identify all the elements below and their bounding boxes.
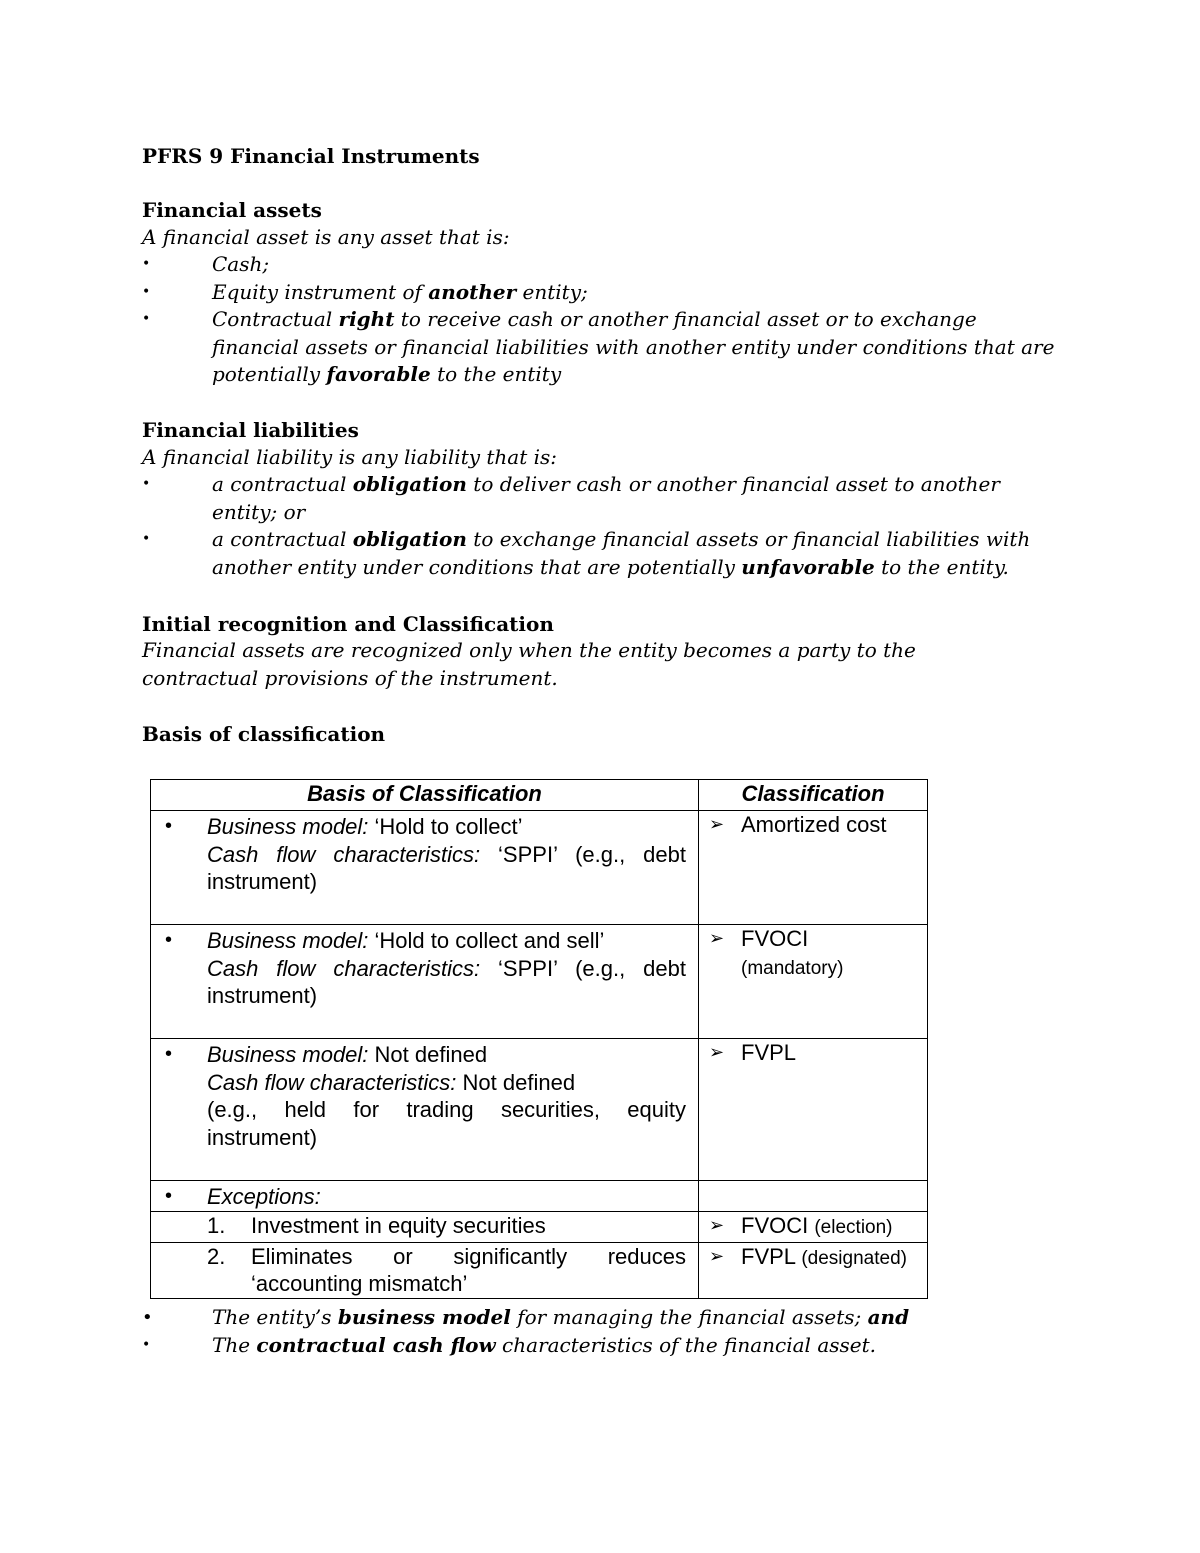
bullet-icon: • — [142, 1336, 151, 1353]
classification-cell: ➢ FVOCI (mandatory) — [699, 925, 928, 1039]
basis-cell: • Business model: Not defined Cash flow characteristics: Not defined (e.g., held for trading securities, equity instrument) — [151, 1039, 699, 1181]
arrow-bullet-icon: ➢ — [709, 928, 725, 948]
basis-cell: • Business model: ‘Hold to collect and sell’ Cash flow characteristics: ‘SPPI’ (e.g., debt instrument) — [151, 925, 699, 1039]
financial-liabilities-list — [142, 471, 1042, 581]
list-item: • Contractual right to receive cash or another financial asset or to exchange financial assets or financial liabilities with another entity under conditions that are potentially favorable to the entity — [142, 307, 1055, 386]
list-item: • Cash; — [142, 251, 1062, 279]
empty-cell — [699, 1181, 928, 1212]
arrow-bullet-icon: ➢ — [709, 1215, 725, 1235]
financial-liabilities-intro: A financial liability is any liability that is: — [142, 445, 558, 469]
table-header: Basis of Classification — [151, 780, 699, 811]
initial-recognition-heading: Initial recognition and Classification — [142, 612, 554, 636]
list-item: • Equity instrument of another entity; — [142, 279, 1062, 307]
classification-cell: ➢ FVPL — [699, 1039, 928, 1181]
exception-cell: 1. Investment in equity securities — [151, 1212, 699, 1243]
bullet-icon: • — [142, 476, 151, 492]
list-item: • a contractual obligation to deliver cash or another financial asset to another entity; or — [142, 472, 1000, 524]
bullet-icon: • — [165, 1043, 173, 1065]
table-header-row — [151, 780, 928, 811]
table-row — [151, 1242, 928, 1298]
table-row — [151, 811, 928, 925]
bullet-icon: • — [165, 1185, 173, 1207]
list-item: • a contractual obligation to exchange financial assets or financial liabilities with another entity under conditions that are potentially unfavorable to the entity. — [142, 527, 1031, 579]
classification-cell: ➢ FVPL (designated) — [699, 1242, 928, 1298]
financial-assets-heading: Financial assets — [142, 198, 322, 222]
basis-heading: Basis of classification — [142, 722, 386, 746]
table-row — [151, 1181, 928, 1212]
bullet-icon: • — [165, 815, 173, 837]
classification-cell: ➢ Amortized cost — [699, 811, 928, 925]
list-item: • The entity’s business model for managing the financial assets; and — [142, 1304, 1042, 1332]
classification-cell: ➢ FVOCI (election) — [699, 1212, 928, 1243]
list-item: • The contractual cash flow characteristics of the financial asset. — [142, 1332, 1042, 1360]
financial-assets-list — [142, 251, 1062, 389]
financial-liabilities-heading: Financial liabilities — [142, 418, 359, 442]
arrow-bullet-icon: ➢ — [709, 1245, 725, 1266]
bullet-icon: • — [142, 1307, 153, 1328]
bullet-icon: • — [142, 256, 151, 272]
classification-table — [150, 779, 928, 1299]
closing-list — [142, 1304, 1042, 1359]
table-row — [151, 1212, 928, 1243]
page-title: PFRS 9 Financial Instruments — [142, 144, 480, 168]
initial-recognition-text: Financial assets are recognized only when the entity becomes a party to the contractual provisions of the instrument. — [142, 638, 916, 690]
bullet-icon: • — [142, 283, 151, 300]
bullet-icon: • — [142, 531, 151, 547]
table-row — [151, 1039, 928, 1181]
arrow-bullet-icon: ➢ — [709, 814, 725, 834]
table-row — [151, 925, 928, 1039]
table-header: Classification — [699, 780, 928, 811]
exceptions-cell: • Exceptions: — [151, 1181, 699, 1212]
arrow-bullet-icon: ➢ — [709, 1042, 725, 1062]
financial-assets-intro: A financial asset is any asset that is: — [142, 225, 510, 249]
bullet-icon: • — [142, 311, 151, 327]
bullet-icon: • — [165, 929, 173, 951]
basis-cell: • Business model: ‘Hold to collect’ Cash flow characteristics: ‘SPPI’ (e.g., debt instrument) — [151, 811, 699, 925]
exception-cell: 2. Eliminates or significantly reduces ‘accounting mismatch’ — [151, 1242, 699, 1298]
